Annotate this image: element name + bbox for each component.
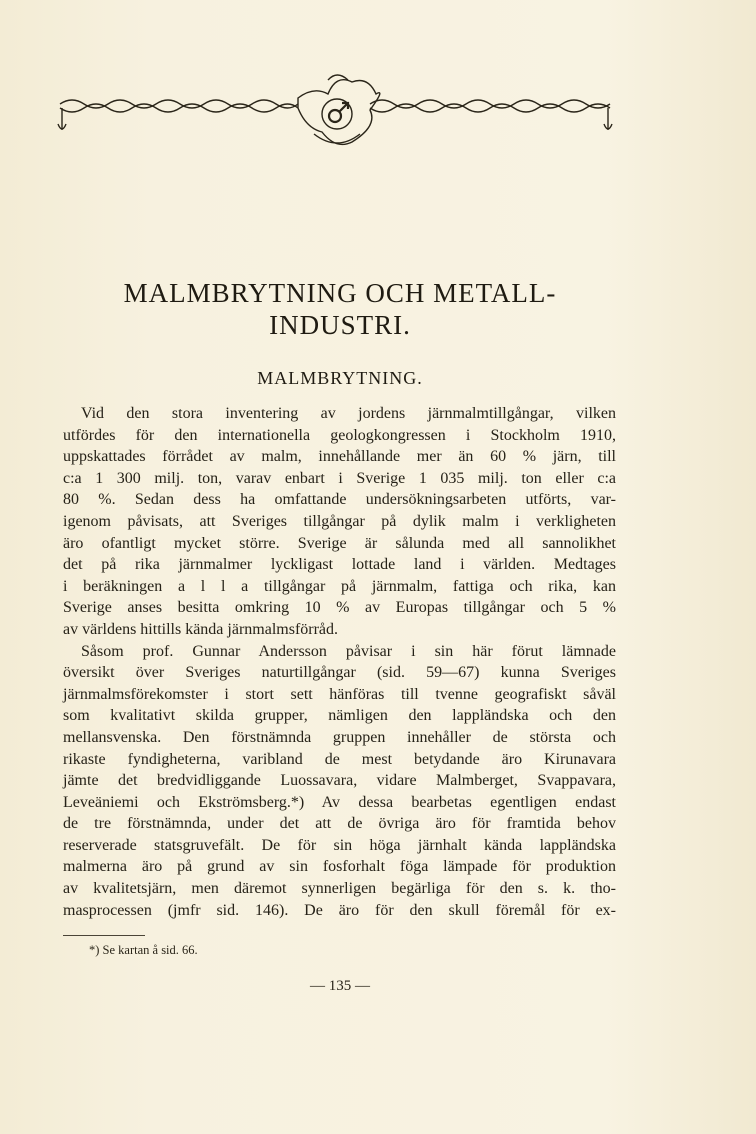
text-line: mellansvenska. Den förstnämnda gruppen innehåller de största och [63,728,616,746]
text-line: rikaste fyndigheterna, varibland de mest betydande äro Kirunavara [63,750,616,768]
text-line: i beräkningen a l l a tillgångar på järnmalm, fattiga och rika, kan [63,577,616,595]
page-number: — 135 — [310,978,370,994]
text-line: de tre förstnämnda, under det att de övriga äro för framtida behov [63,815,616,833]
text-line: Leveäniemi och Ekströmsberg.*) Av dessa bearbetas egentligen endast [63,793,616,811]
text-line: översikt över Sveriges naturtillgångar (sid. 59—67) kunna Sveriges [63,664,616,682]
text-line: 80 %. Sedan dess ha omfattande undersökningsarbeten utförts, var- [63,491,616,509]
text-line: av världens hittills kända järnmalmsförråd. [63,620,339,638]
text-line: igenom påvisats, att Sveriges tillgångar på dylik malm i verkligheten [63,512,616,530]
text-line: Sverige anses besitta omkring 10 % av Europas tillgångar och 5 % [63,599,616,617]
text-line: malmerna äro på grund av sin fosforhalt föga lämpade för produktion [63,858,616,876]
text-line: utfördes för den internationella geologkongressen i Stockholm 1910, [63,426,616,444]
section-heading: MALMBRYTNING. [257,368,423,388]
mars-emblem-vignette-icon [52,68,618,158]
text-line: det på rika järnmalmer lyckligast lottade land i världen. Medtages [63,556,616,574]
text-line: Vid den stora inventering av jordens järnmalmtillgångar, vilken [81,405,616,422]
text-line: järnmalmsförekomster i stort sett hänföras till tvenne geografiskt såväl [63,685,616,703]
body-text [63,403,616,921]
text-line: Såsom prof. Gunnar Andersson påvisar i sin här förut lämnade [81,642,616,660]
text-line: som kvalitativt skilda grupper, nämligen den lappländska och den [63,707,616,725]
footnote-divider [63,935,145,936]
chapter-title-line-1: MALMBRYTNING OCH METALL- [123,278,557,308]
text-line: jämte det bredvidliggande Luossavara, vidare Malmberget, Svappavara, [63,772,616,790]
footnote: *) Se kartan å sid. 66. [89,943,198,957]
text-line: av kvalitetsjärn, men däremot synnerligen begärliga för den s. k. tho- [63,880,616,898]
text-line: äro ofantligt mycket större. Sverige är sålunda med all sannolikhet [63,534,616,552]
text-line: uppskattades förrådet av malm, innehållande mer än 60 % järn, till [63,448,616,466]
text-line: masprocessen (jmfr sid. 146). De äro för den skull föremål för ex- [63,901,616,919]
text-line: reserverade statsgruvefält. De för sin höga järnhalt kända lappländska [63,836,616,854]
text-line: c:a 1 300 milj. ton, varav enbart i Sverige 1 035 milj. ton eller c:a [63,469,616,487]
chapter-title-line-2: INDUSTRI. [269,310,411,340]
